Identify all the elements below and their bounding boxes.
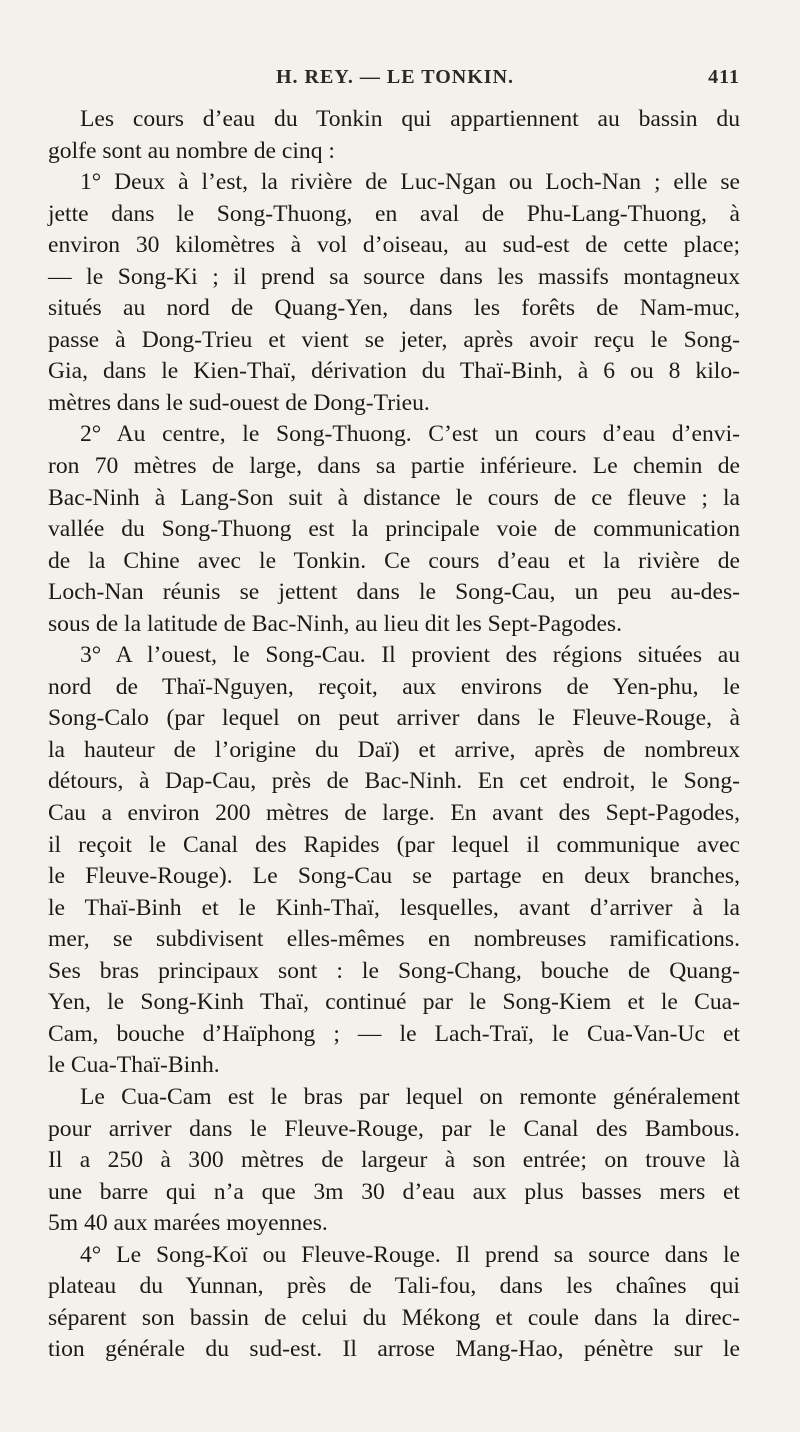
body-text	[48, 104, 740, 1366]
text-line: mètres dans le sud-ouest de Dong-Trieu.	[48, 389, 430, 416]
page-number: 411	[708, 66, 740, 88]
text-line: golfe sont au nombre de cinq :	[48, 137, 335, 164]
text-line: le Thaï-Binh et le Kinh-Thaï, lesquelles, avant d’arriver à la	[48, 894, 740, 921]
text-line: Bac-Ninh à Lang-Son suit à distance le cours de ce fleuve ; la	[48, 484, 740, 511]
text-line: 3° A l’ouest, le Song-Cau. Il provient des régions situées au	[80, 642, 740, 669]
text-line: passe à Dong-Trieu et vient se jeter, après avoir reçu le Song-	[48, 326, 740, 353]
text-line: plateau du Yunnan, près de Tali-fou, dans les chaînes qui	[48, 1273, 740, 1300]
text-line: mer, se subdivisent elles-mêmes en nombreuses ramifications.	[48, 926, 740, 953]
text-line: Cam, bouche d’Haïphong ; — le Lach-Traï, le Cua-Van-Uc et	[48, 1020, 740, 1047]
text-line: nord de Thaï-Nguyen, reçoit, aux environs de Yen-phu, le	[48, 673, 740, 700]
text-line: Le Cua-Cam est le bras par lequel on remonte généralement	[80, 1083, 740, 1110]
text-line: Yen, le Song-Kinh Thaï, continué par le Song-Kiem et le Cua-	[48, 989, 740, 1016]
text-line: Gia, dans le Kien-Thaï, dérivation du Thaï-Binh, à 6 ou 8 kilo-	[48, 358, 740, 385]
text-line: pour arriver dans le Fleuve-Rouge, par le Canal des Bambous.	[48, 1115, 740, 1142]
text-line: il reçoit le Canal des Rapides (par lequel il communique avec	[48, 831, 740, 858]
text-line: la hauteur de l’origine du Daï) et arrive, après de nombreux	[48, 736, 740, 763]
text-line: le Cua-Thaï-Binh.	[48, 1052, 220, 1079]
text-line: une barre qui n’a que 3m 30 d’eau aux plus basses mers et	[48, 1178, 740, 1205]
text-line: Song-Calo (par lequel on peut arriver dans le Fleuve-Rouge, à	[48, 705, 740, 732]
text-line: Il a 250 à 300 mètres de largeur à son entrée; on trouve là	[48, 1147, 740, 1174]
text-line: 5m 40 aux marées moyennes.	[48, 1210, 328, 1237]
text-line: vallée du Song-Thuong est la principale voie de communication	[48, 516, 740, 543]
text-line: environ 30 kilomètres à vol d’oiseau, au sud-est de cette place;	[48, 232, 740, 259]
text-line: situés au nord de Quang-Yen, dans les forêts de Nam-muc,	[48, 295, 740, 322]
text-line: tion générale du sud-est. Il arrose Mang-Hao, pénètre sur le	[48, 1336, 740, 1363]
text-line: séparent son bassin de celui du Mékong et coule dans la direc-	[48, 1304, 740, 1331]
text-line: détours, à Dap-Cau, près de Bac-Ninh. En cet endroit, le Song-	[48, 768, 740, 795]
text-line: — le Song-Ki ; il prend sa source dans les massifs montagneux	[48, 263, 740, 290]
text-line: Loch-Nan réunis se jettent dans le Song-Cau, un peu au-des-	[48, 579, 740, 606]
text-line: Les cours d’eau du Tonkin qui appartiennent au bassin du	[80, 106, 740, 132]
text-line: Ses bras principaux sont : le Song-Chang, bouche de Quang-	[48, 957, 740, 984]
text-line: 1° Deux à l’est, la rivière de Luc-Ngan ou Loch-Nan ; elle se	[80, 169, 740, 196]
page-header	[50, 66, 740, 96]
text-line: de la Chine avec le Tonkin. Ce cours d’eau et la rivière de	[48, 547, 740, 574]
text-line: le Fleuve-Rouge). Le Song-Cau se partage en deux branches,	[48, 863, 740, 890]
text-line: ron 70 mètres de large, dans sa partie inférieure. Le chemin de	[48, 453, 740, 480]
text-line: 2° Au centre, le Song-Thuong. C’est un cours d’eau d’envi-	[80, 421, 740, 448]
text-line: jette dans le Song-Thuong, en aval de Phu-Lang-Thuong, à	[48, 200, 740, 227]
running-title: H. REY. — LE TONKIN.	[275, 66, 515, 88]
text-line: Cau a environ 200 mètres de large. En avant des Sept-Pagodes,	[48, 800, 740, 827]
text-line: 4° Le Song-Koï ou Fleuve-Rouge. Il prend sa source dans le	[80, 1241, 740, 1268]
text-line: sous de la latitude de Bac-Ninh, au lieu dit les Sept-Pagodes.	[48, 610, 622, 637]
